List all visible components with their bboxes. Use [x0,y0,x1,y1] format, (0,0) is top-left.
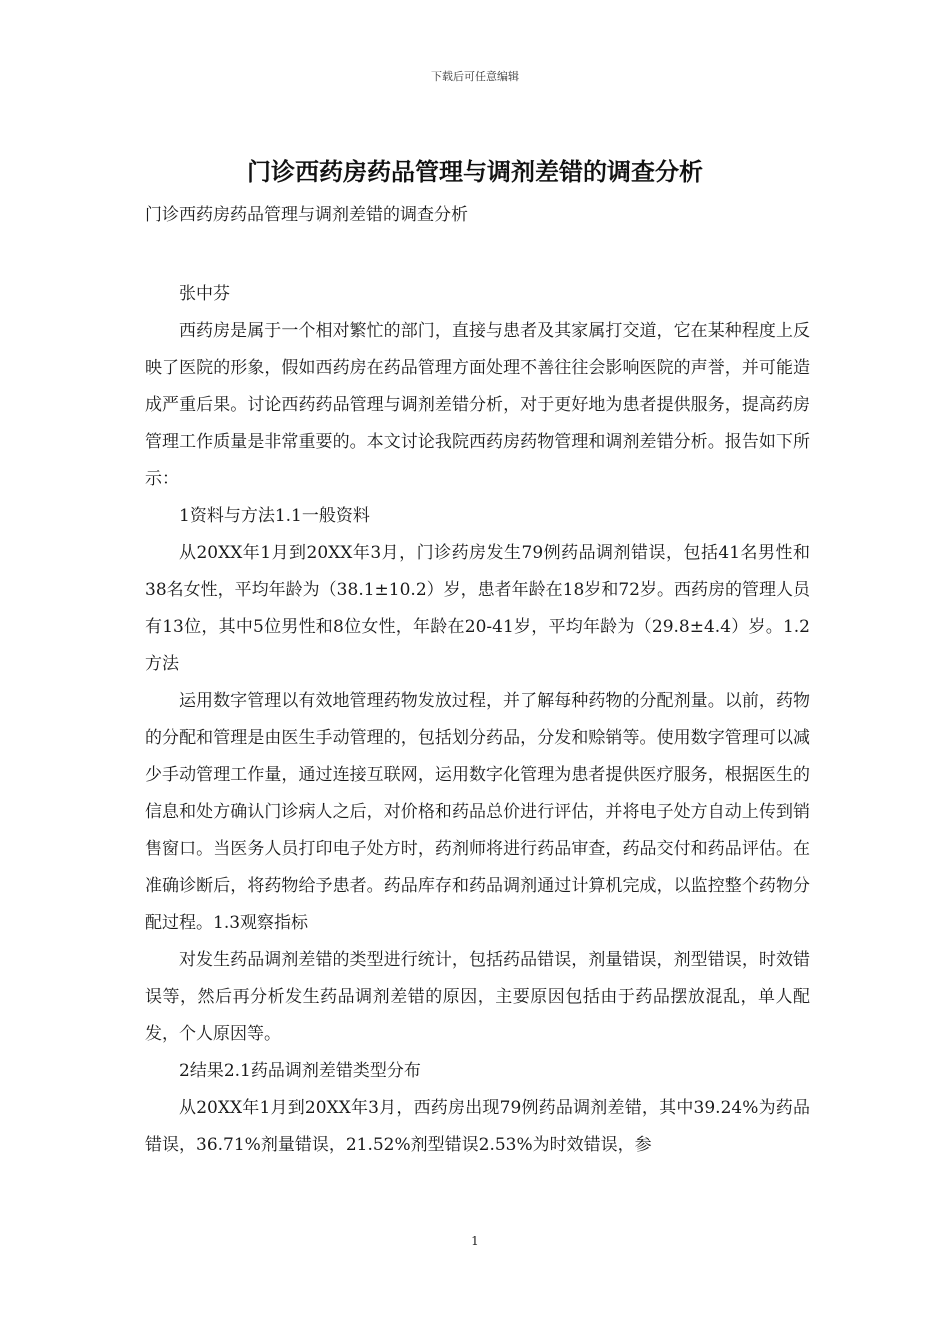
header-note: 下载后可任意编辑 [431,70,519,83]
document-subtitle: 门诊西药房药品管理与调剂差错的调查分析 [145,205,468,225]
document-title: 门诊西药房药品管理与调剂差错的调查分析 [247,158,703,186]
paragraph-intro: 西药房是属于一个相对繁忙的部门，直接与患者及其家属打交道，它在某种程度上反映了医院的形象，假如西药房在药品管理方面处理不善往往会影响医院的声誉，并可能造成严重后果。讨论西药药品管理与调剂差错分析，对于更好地为患者提供服务，提高药房管理工作质量是非常重要的。本文讨论我院西药房药物管理和调剂差错分析。报告如下所示： [145,321,810,489]
section-heading-materials: 1资料与方法1.1一般资料 [179,506,370,526]
document-body [145,276,810,1164]
paragraph-general-data: 从20XX年1月到20XX年3月，门诊药房发生79例药品调剂错误，包括41名男性和38名女性，平均年龄为（38.1±10.2）岁，患者年龄在18岁和72岁。西药房的管理人员有13位，其中5位男性和8位女性，年龄在20-41岁，平均年龄为（29.8±4.4）岁。1.2方法 [145,543,810,674]
author-name: 张中芬 [179,284,230,304]
paragraph-indicators: 对发生药品调剂差错的类型进行统计，包括药品错误，剂量错误，剂型错误，时效错误等，然后再分析发生药品调剂差错的原因，主要原因包括由于药品摆放混乱，单人配发，个人原因等。 [145,950,810,1044]
section-heading-results: 2结果2.1药品调剂差错类型分布 [179,1061,421,1081]
page-number: 1 [471,1234,479,1248]
paragraph-methods: 运用数字管理以有效地管理药物发放过程，并了解每种药物的分配剂量。以前，药物的分配和管理是由医生手动管理的，包括划分药品，分发和赊销等。使用数字管理可以减少手动管理工作量，通过连接互联网，运用数字化管理为患者提供医疗服务，根据医生的信息和处方确认门诊病人之后，对价格和药品总价进行评估，并将电子处方自动上传到销售窗口。当医务人员打印电子处方时，药剂师将进行药品审查，药品交付和药品评估。在准确诊断后，将药物给予患者。药品库存和药品调剂通过计算机完成，以监控整个药物分配过程。1.3观察指标 [145,691,810,933]
paragraph-results: 从20XX年1月到20XX年3月，西药房出现79例药品调剂差错，其中39.24%为药品错误，36.71%剂量错误，21.52%剂型错误2.53%为时效错误，参 [145,1098,810,1155]
